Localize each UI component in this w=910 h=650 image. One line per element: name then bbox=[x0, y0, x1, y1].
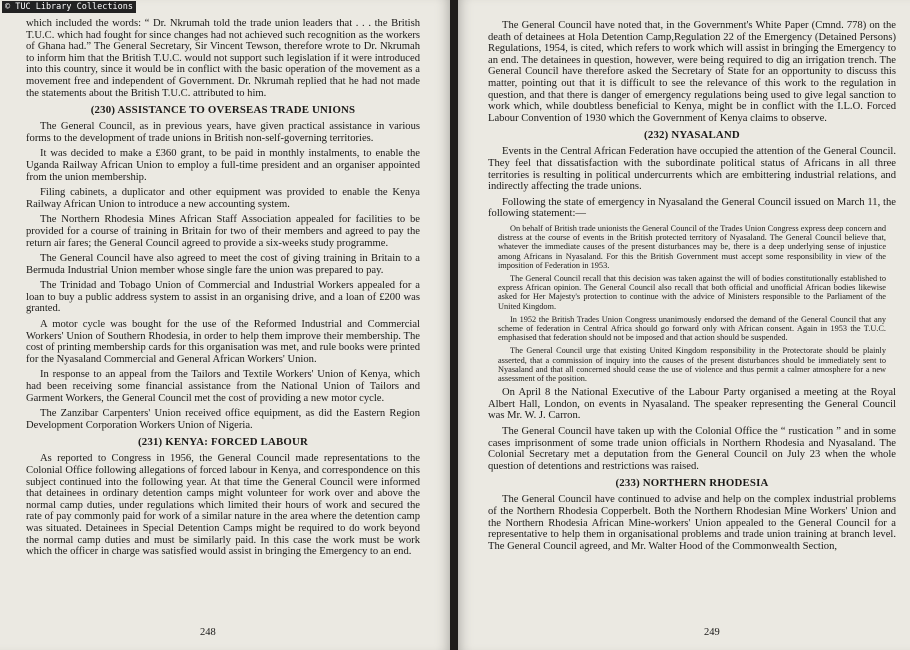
paragraph: which included the words: “ Dr. Nkrumah told the trade union leaders that . . . the British T.U.C. which had fought for since changes had not achieved such recognition as the workers of Ghana had.” The General Secretary, Sir Vincent Tewson, therefore wrote to Dr. Nkrumah to inform him that the British T.U.C. would not support such legislation if it were introduced into this country, since it would be in conflict with the basic operation of the movement as a movement free and independent of Government. Dr. Nkrumah replied that he had not made the statements about the British T.U.C. attributed to him. bbox=[26, 18, 420, 99]
paragraph: On April 8 the National Executive of the Labour Party organised a meeting at the Royal Albert Hall, London, on events in Nyasaland. The speaker representing the General Council was Mr. W. J. Carron. bbox=[488, 387, 896, 422]
statement-paragraph: The General Council recall that this decision was taken against the will of bodies constitutionally established to express African opinion. The General Council also recall that both official and unofficial African bodies likewise asked for Her Majesty's protection to continue with the advice of Ministers responsible to the Parliament of the United Kingdom. bbox=[498, 273, 886, 311]
statement-paragraph: In 1952 the British Trades Union Congress unanimously endorsed the demand of the General Council that any scheme of federation in Central Africa should go forward only with African consent. Again in 1953 the T.U.C. emphasised that federation should not be imposed and that action should be suspended. bbox=[498, 314, 886, 343]
paragraph: The General Council have taken up with the Colonial Office the “ rustication ” and in some cases imprisonment of some trade union officials in Northern Rhodesia and Nyasaland. The Colonial Secretary met a deputation from the General Council on July 23 when the whole question of detentions and restrictions was raised. bbox=[488, 425, 896, 472]
page-number-right: 249 bbox=[704, 627, 720, 638]
paragraph: The General Council have continued to advise and help on the complex industrial problems of the Northern Rhodesia Copperbelt. Both the Northern Rhodesian Mine Workers' Union and the Northern Rhodesia African Mine-workers' Union appealed to the General Council for a representative to help them in organisational problems and trade union training at branch level. The General Council agreed, and Mr. Walter Hood of the Commonwealth Section, bbox=[488, 494, 896, 552]
paragraph: The Zanzibar Carpenters' Union received office equipment, as did the Eastern Region Development Corporation Workers Union of Nigeria. bbox=[26, 408, 420, 431]
right-page bbox=[458, 0, 910, 650]
watermark-label: © TUC Library Collections bbox=[2, 1, 136, 13]
paragraph: The Trinidad and Tobago Union of Commercial and Industrial Workers appealed for a loan to buy a public address system to assist in an organising drive, and a loan of £200 was granted. bbox=[26, 280, 420, 315]
book-gutter bbox=[450, 0, 458, 650]
paragraph: In response to an appeal from the Tailors and Textile Workers' Union of Kenya, which had been receiving some financial assistance from the National Union of Tailors and Garment Workers, the General Council met the cost of providing a new motor cycle. bbox=[26, 369, 420, 404]
section-heading-233: (233) NORTHERN RHODESIA bbox=[615, 477, 769, 490]
paragraph: Events in the Central African Federation have occupied the attention of the General Council. They feel that dissatisfaction with the subordinate political status of Africans in all three territories is resulting in political undercurrents which are embittering industrial relations, and indirectly affecting the trade unions. bbox=[488, 146, 896, 193]
section-heading-230: (230) ASSISTANCE TO OVERSEAS TRADE UNIONS bbox=[90, 104, 356, 117]
paragraph: Filing cabinets, a duplicator and other equipment was provided to enable the Kenya Railway African Union to introduce a new accounting system. bbox=[26, 187, 420, 210]
paragraph: The General Council have also agreed to meet the cost of giving training in Britain to a Bermuda Industrial Union member whose single fare the union was prepared to pay. bbox=[26, 253, 420, 276]
paragraph: A motor cycle was bought for the use of the Reformed Industrial and Commercial Workers' Union of Southern Rhodesia, in order to help them improve their membership. The cost of printing membership cards for this organisation was met, and rule books were printed for the Nyasaland Commercial and General African Workers' Union. bbox=[26, 319, 420, 365]
page-number-left: 248 bbox=[200, 627, 216, 638]
paragraph: The General Council, as in previous years, have given practical assistance in various forms to the development of trade unions in British non-self-governing territories. bbox=[26, 121, 420, 144]
statement-paragraph: The General Council urge that existing United Kingdom responsibility in the Protectorate should be plainly asserted, that a commission of inquiry into the causes of the present disturbances should be immediately sent to Nyasaland and that all concerned should cease the use of violence and thus permit a calmer atmosphere for a new assessment of the position. bbox=[498, 346, 886, 383]
paragraph: The Northern Rhodesia Mines African Staff Association appealed for facilities to be provided for a course of training in Britain for two of their members and agreed to pay the return air fares; the General Council agreed to provide a six-weeks study programme. bbox=[26, 214, 420, 249]
section-heading-231: (231) KENYA: FORCED LABOUR bbox=[137, 436, 309, 449]
statement-paragraph: On behalf of British trade unionists the General Council of the Trades Union Congress express deep concern and distress at the course of events in the British protected territory of Nyasaland. The General Council believe that, whatever the immediate causes of the present disturbances may be, there is a deep underlying sense of injustice among Africans in Nyasaland. For this the British Government must accept some responsibility in view of the imposition of Federation in 1953. bbox=[498, 223, 886, 270]
paragraph: Following the state of emergency in Nyasaland the General Council issued on March 11, the following statement:— bbox=[488, 196, 896, 220]
paragraph: The General Council have noted that, in the Government's White Paper (Cmnd. 778) on the death of detainees at Hola Detention Camp,Regulation 22 of the Emergency (Detained Persons) Regulations, 1954, is cited, which refers to work which will assist in bringing the Emergency to an end. The detainees in question, however, were being required to dig an irrigation trench. The General Council have therefore asked the Secretary of State for an opportunity to discuss this matter, pointing out that it is difficult to see the relevance of this work to the regulation in question, and that there is danger of emergency regulations being used to give legal sanction to work which, while doubtless beneficial to Kenya, might be in conflict with the I.L.O. Forced Labour Convention of 1930 which the Government of Kenya claims to observe. bbox=[488, 20, 896, 124]
section-heading-232: (232) NYASALAND bbox=[644, 129, 740, 142]
paragraph: As reported to Congress in 1956, the General Council made representations to the Colonial Office following allegations of forced labour in Kenya, and correspondence on this subject continued into the following year. At that time the General Council were informed that detainees in ordinary detention camps might volunteer for work over and above the normal camp duties, under regulations which limited their hours of work and secured the rate of pay commonly paid for work of a similar nature in the area where the detention camp was situated. Detainees in Special Detention Camps might be required to do work beyond the normal camp duties and must be similarly paid. In this case the work must be work which the officer in charge was satisfied would assist in bringing the Emergency to an end. bbox=[26, 453, 420, 558]
paragraph: It was decided to make a £360 grant, to be paid in monthly instalments, to enable the Uganda Railway African Union to employ a full-time president and an organiser appointed from the union membership. bbox=[26, 148, 420, 183]
left-page bbox=[0, 0, 450, 650]
